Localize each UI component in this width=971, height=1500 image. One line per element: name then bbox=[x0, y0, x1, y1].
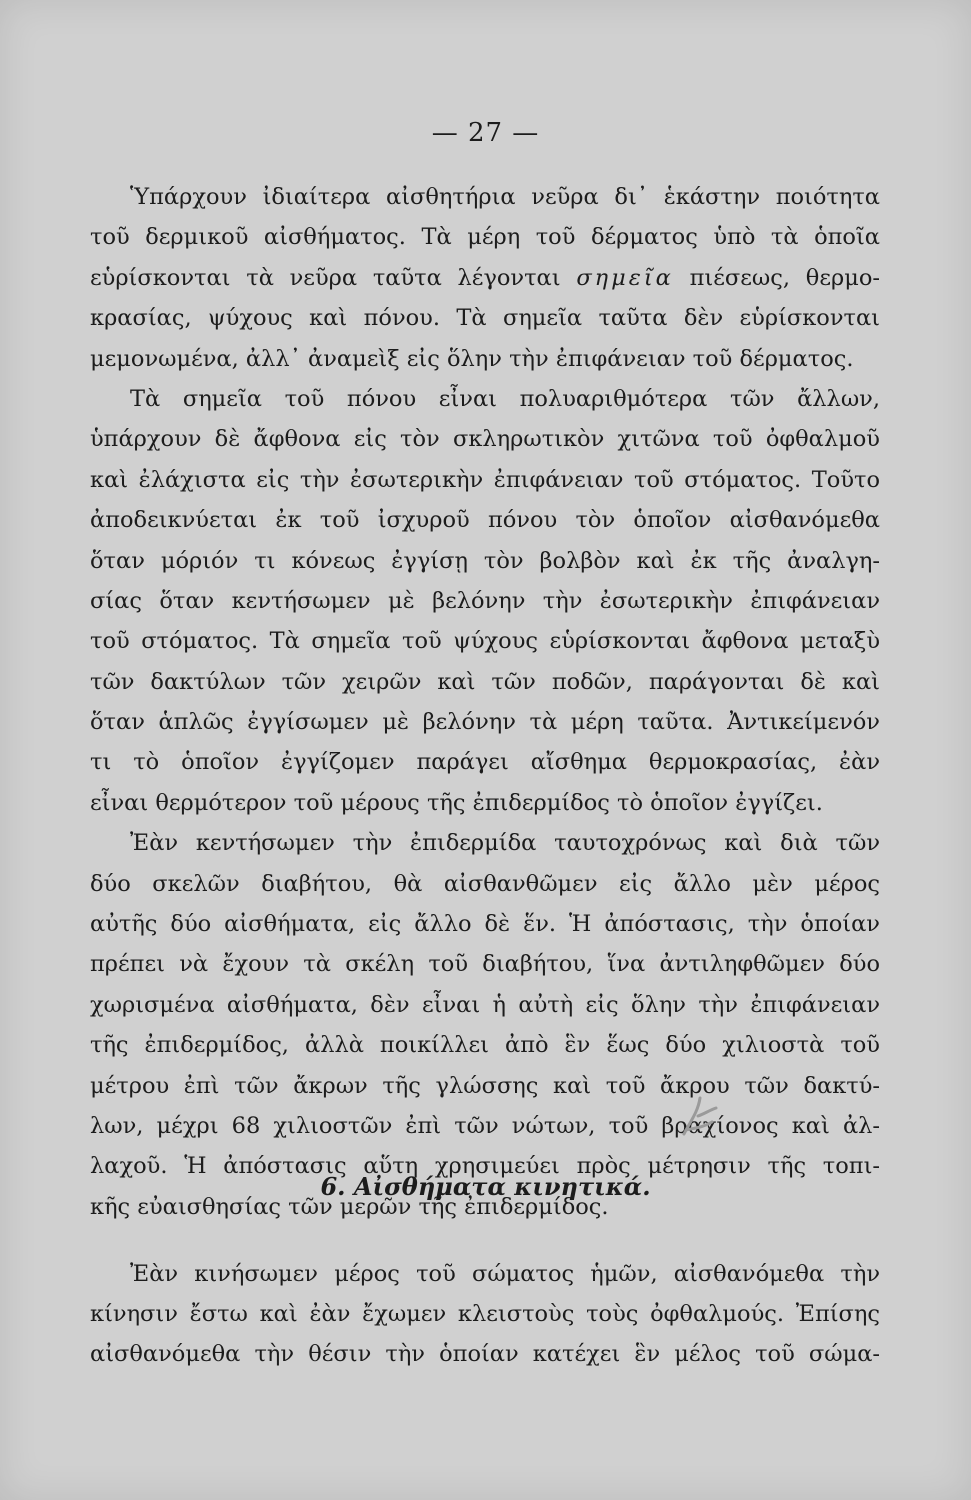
text-line: ὅταν μόριόν τι κόνεως ἐγγίσῃ τὸν βολβὸν καὶ ἐκ τῆς ἀναλγη- bbox=[90, 547, 880, 574]
section-title: Αἰσθήματα κινητικά. bbox=[353, 1172, 651, 1201]
section-heading bbox=[0, 1172, 971, 1201]
text-line: κῆς εὐαισθησίας τῶν μερῶν τῆς ἐπιδερμίδος. bbox=[90, 1193, 609, 1220]
section-number: 6. bbox=[320, 1172, 346, 1201]
section-text bbox=[90, 1254, 880, 1374]
text-line: λων, μέχρι 68 χιλιοστῶν ἐπὶ τῶν νώτων, τοῦ βραχίονος καὶ ἀλ- bbox=[90, 1112, 880, 1139]
text-line: Ἐὰν κινήσωμεν μέρος τοῦ σώματος ἡμῶν, αἰσθανόμεθα τὴν bbox=[130, 1261, 880, 1287]
text-line: ἀποδεικνύεται ἐκ τοῦ ἰσχυροῦ πόνου τὸν ὁποῖον αἰσθανόμεθα bbox=[90, 507, 880, 534]
text-line: αὐτῆς δύο αἰσθήματα, εἰς ἄλλο δὲ ἕν. Ἡ ἀπόστασις, τὴν ὁποίαν bbox=[90, 911, 880, 938]
text-line: κρασίας, ψύχους καὶ πόνου. Τὰ σημεῖα ταῦτα δὲν εὑρίσκονται bbox=[90, 305, 880, 332]
text-line: Ἐὰν κεντήσωμεν τὴν ἐπιδερμίδα ταυτοχρόνως καὶ διὰ τῶν bbox=[130, 830, 880, 857]
text-line bbox=[90, 258, 880, 298]
pencil-mark-icon bbox=[676, 1092, 724, 1142]
text-line: τοῦ δερμικοῦ αἰσθήματος. Τὰ μέρη τοῦ δέρματος ὑπὸ τὰ ὁποῖα bbox=[90, 224, 880, 251]
text-fragment: εὑρίσκονται τὰ νεῦρα ταῦτα λέγονται bbox=[90, 264, 561, 291]
text-line: μεμονωμένα, ἀλλ᾽ ἀναμεὶξ εἰς ὅλην τὴν ἐπιφάνειαν τοῦ δέρματος. bbox=[90, 345, 854, 372]
text-line: πρέπει νὰ ἔχουν τὰ σκέλη τοῦ διαβήτου, ἵνα ἀντιληφθῶμεν δύο bbox=[90, 951, 880, 978]
text-line: χωρισμένα αἰσθήματα, δὲν εἶναι ἡ αὐτὴ εἰς ὅλην τὴν ἐπιφάνειαν bbox=[90, 991, 880, 1018]
text-line: Ὑπάρχουν ἰδιαίτερα αἰσθητήρια νεῦρα δι᾽ ἑκάστην ποιότητα bbox=[130, 184, 880, 210]
text-line: καὶ ἐλάχιστα εἰς τὴν ἐσωτερικὴν ἐπιφάνειαν τοῦ στόματος. Τοῦτο bbox=[90, 466, 880, 493]
emphasized-word: σημεῖα bbox=[576, 264, 674, 291]
main-text bbox=[90, 177, 880, 1227]
text-line: μέτρου ἐπὶ τῶν ἄκρων τῆς γλώσσης καὶ τοῦ ἄκρου τῶν δακτύ- bbox=[90, 1072, 880, 1099]
text-line: αἰσθανόμεθα τὴν θέσιν τὴν ὁποίαν κατέχει ἓν μέλος τοῦ σώμα- bbox=[90, 1341, 880, 1367]
text-line: τοῦ στόματος. Τὰ σημεῖα τοῦ ψύχους εὑρίσκονται ἄφθονα μεταξὺ bbox=[90, 628, 880, 655]
text-line: Τὰ σημεῖα τοῦ πόνου εἶναι πολυαριθμότερα τῶν ἄλλων, bbox=[130, 385, 880, 412]
text-line: κίνησιν ἔστω καὶ ἐὰν ἔχωμεν κλειστοὺς τοὺς ὀφθαλμούς. Ἐπίσης bbox=[90, 1301, 880, 1327]
text-line: ὑπάρχουν δὲ ἄφθονα εἰς τὸν σκληρωτικὸν χιτῶνα τοῦ ὀφθαλμοῦ bbox=[90, 426, 880, 453]
text-line: τι τὸ ὁποῖον ἐγγίζομεν παράγει αἴσθημα θερμοκρασίας, ἐὰν bbox=[90, 749, 880, 776]
page-number: — 27 — bbox=[431, 118, 540, 148]
text-line: ὅταν ἁπλῶς ἐγγίσωμεν μὲ βελόνην τὰ μέρη ταῦτα. Ἀντικείμενόν bbox=[90, 709, 880, 736]
text-line: τῆς ἐπιδερμίδος, ἀλλὰ ποικίλλει ἀπὸ ἓν ἕως δύο χιλιοστὰ τοῦ bbox=[90, 1032, 880, 1059]
text-line: τῶν δακτύλων τῶν χειρῶν καὶ τῶν ποδῶν, παράγονται δὲ καὶ bbox=[90, 668, 880, 695]
text-line: σίας ὅταν κεντήσωμεν μὲ βελόνην τὴν ἐσωτερικὴν ἐπιφάνειαν bbox=[90, 587, 880, 614]
text-fragment: πιέσεως, θερμο- bbox=[689, 264, 880, 291]
text-line: δύο σκελῶν διαβήτου, θὰ αἰσθανθῶμεν εἰς ἄλλο μὲν μέρος bbox=[90, 870, 880, 897]
text-line: εἶναι θερμότερον τοῦ μέρους τῆς ἐπιδερμίδος τὸ ὁποῖον ἐγγίζει. bbox=[90, 789, 823, 816]
text-line: λαχοῦ. Ἡ ἀπόστασις αὕτη χρησιμεύει πρὸς μέτρησιν τῆς τοπι- bbox=[90, 1153, 880, 1180]
